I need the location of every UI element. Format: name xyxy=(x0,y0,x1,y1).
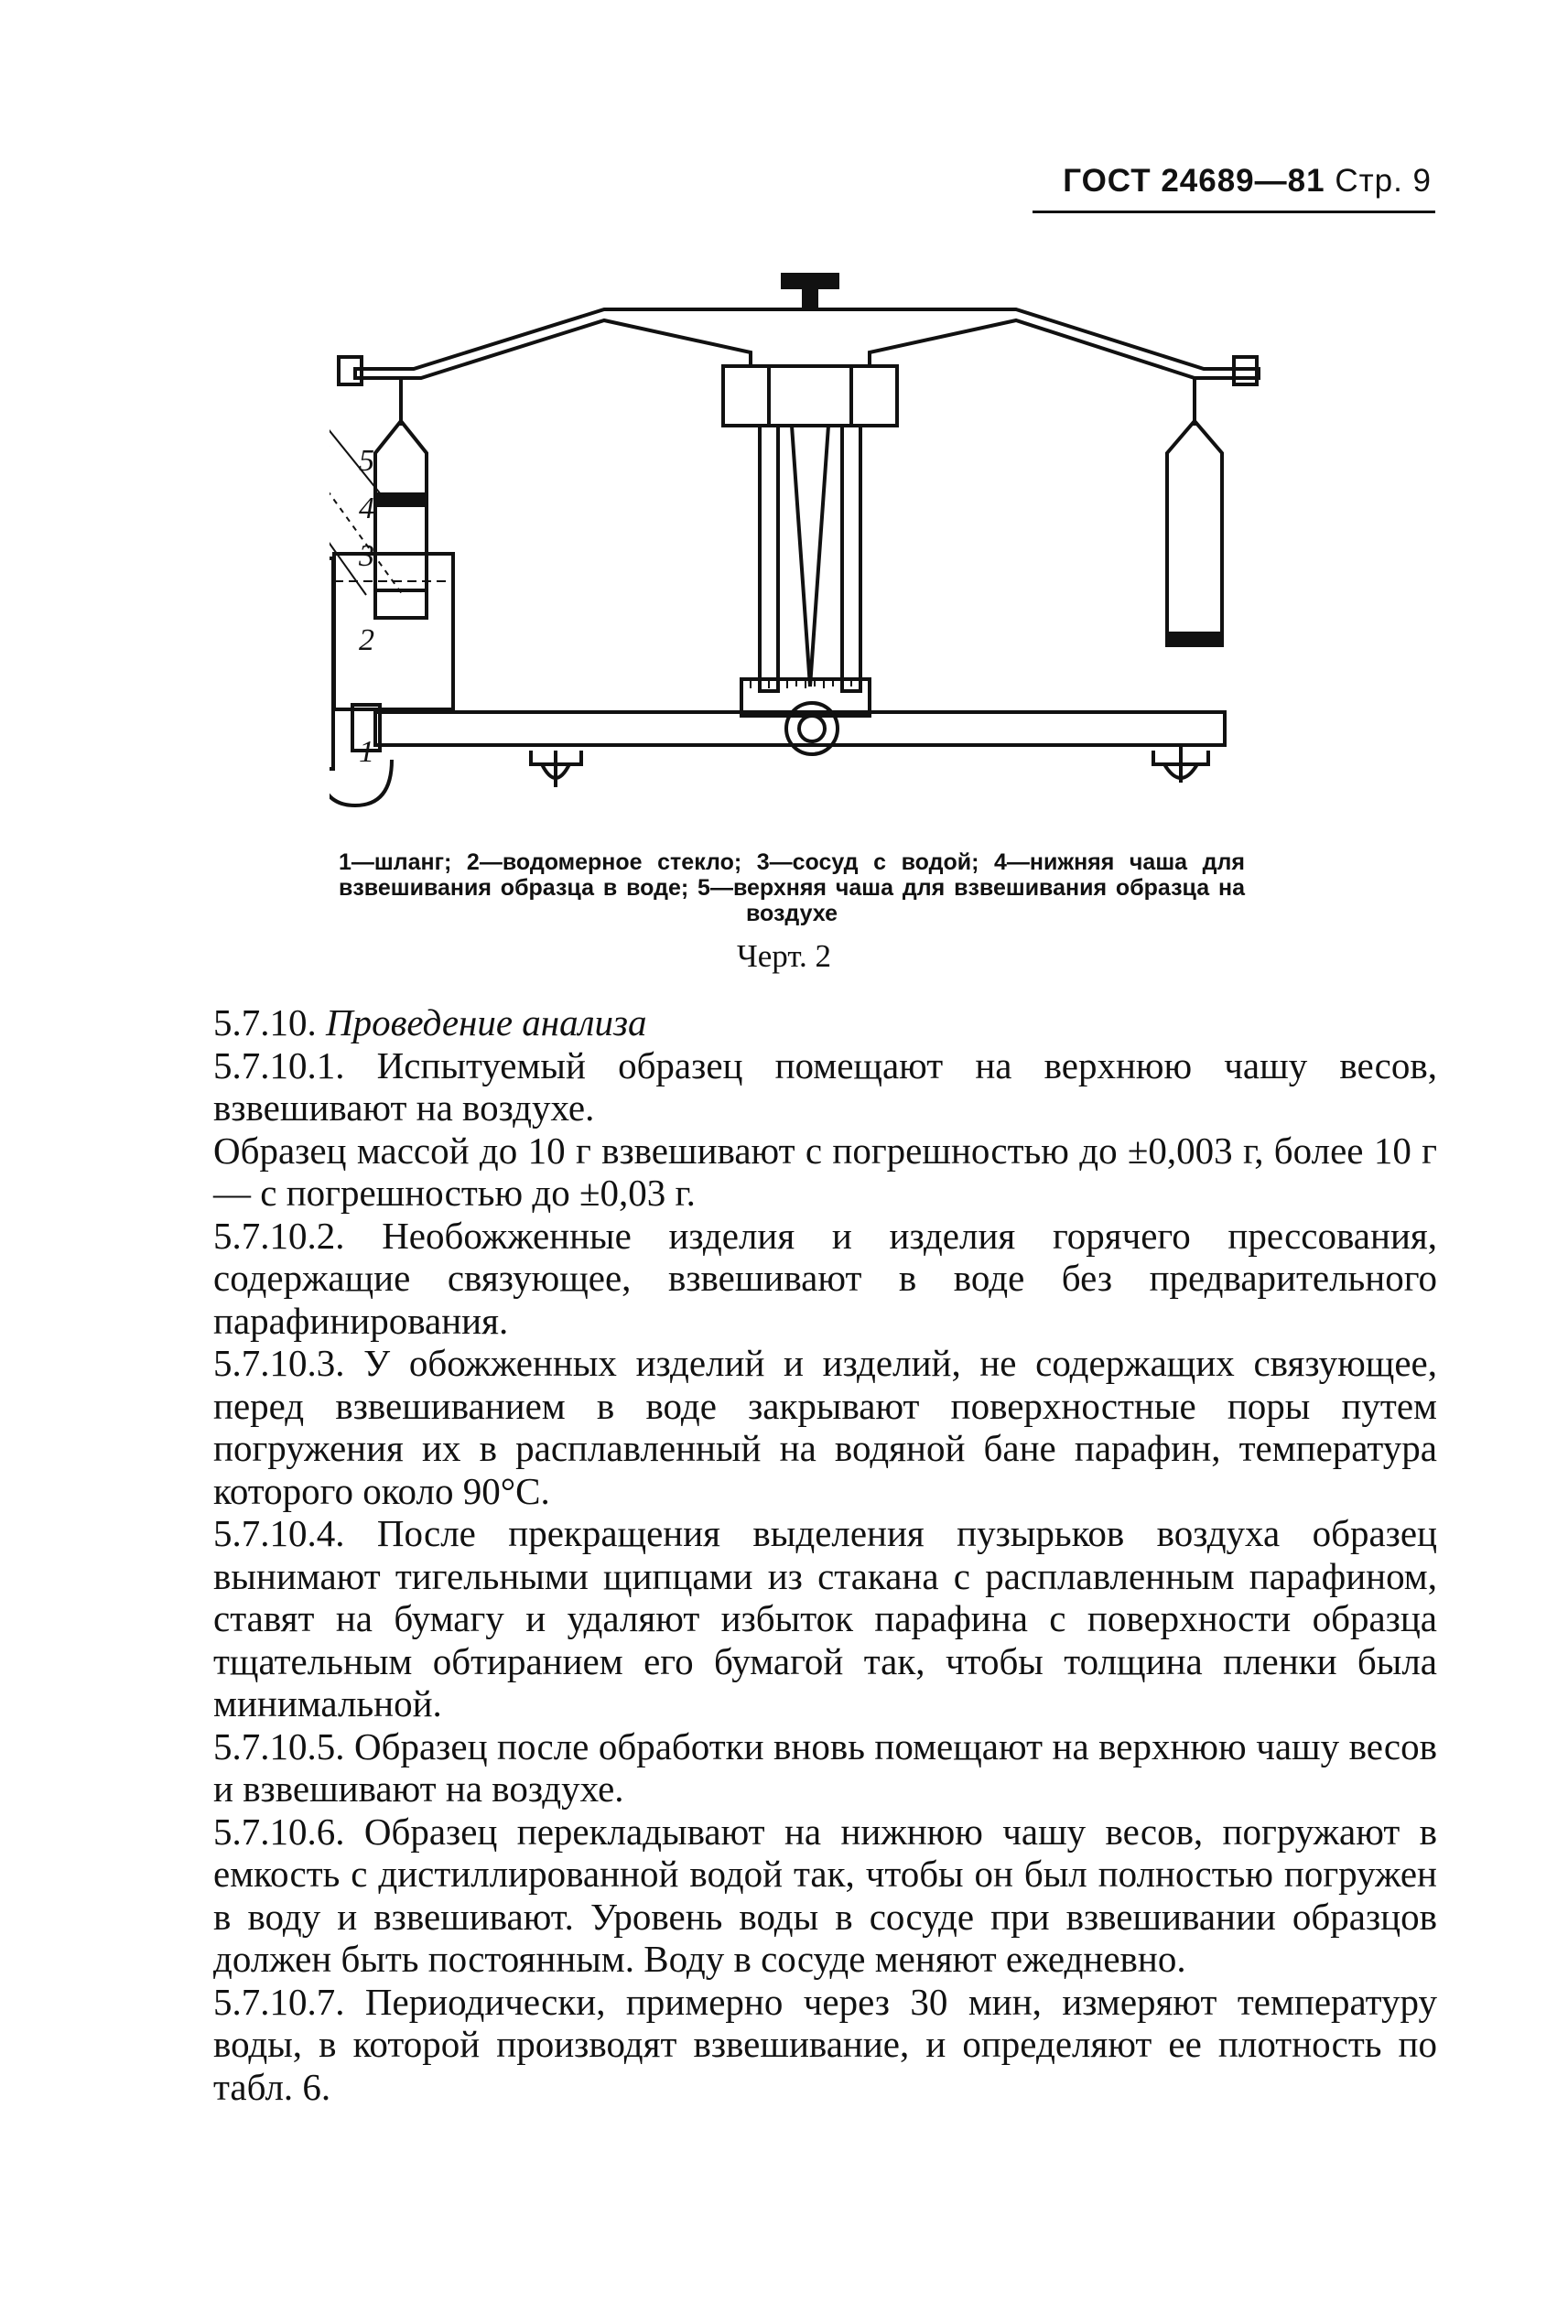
paragraph: 5.7.10.2. Необожженные изделия и изделия горячего прессования, содержащие связующее, взвешивают в воде без предварительного парафинирования. xyxy=(213,1214,1437,1342)
section-number: 5.7.10. xyxy=(213,1001,317,1043)
paragraph: 5.7.10.7. Периодически, примерно через 30 мин, измеряют температуру воды, в которой производят взвешивание, и определяют ее плотность по табл. 6. xyxy=(213,1980,1437,2108)
label-2: 2 xyxy=(359,623,374,657)
paragraph: 5.7.10.1. Испытуемый образец помещают на верхнюю чашу весов, взвешивают на воздухе. xyxy=(213,1043,1437,1129)
paragraph: Образец массой до 10 г взвешивают с погрешностью до ±0,003 г, более 10 г — с погрешностью до ±0,03 г. xyxy=(213,1129,1437,1214)
figure-caption: 1—шланг; 2—водомерное стекло; 3—сосуд с водой; 4—нижняя чаша для взвешивания образца в воде; 5—верхняя чаша для взвешивания образца на воздухе xyxy=(339,849,1245,926)
paragraph: 5.7.10.3. У обожженных изделий и изделий, не содержащих связующее, перед взвешиванием в воде закрывают поверхностные поры путем погружения их в расплавленный на водяной бане парафин, температура которого около 90°С. xyxy=(213,1342,1437,1512)
gost-number: ГОСТ 24689—81 xyxy=(1063,163,1325,199)
label-3: 3 xyxy=(359,539,374,573)
section-body xyxy=(213,1001,1437,2108)
section-title: Проведение анализа xyxy=(326,1001,647,1043)
figure-title: Черт. 2 xyxy=(737,938,831,974)
figure-labels xyxy=(359,438,374,776)
balance-diagram xyxy=(330,265,1263,851)
paragraph: 5.7.10.4. После прекращения выделения пузырьков воздуха образец вынимают тигельными щипцами из стакана с расплавленным парафином, ставят на бумагу и удаляют избыток парафина с поверхности образца тщательным обтиранием его бумагой так, чтобы толщина пленки была минимальной. xyxy=(213,1512,1437,1724)
water-vessel xyxy=(334,554,453,709)
label-4: 4 xyxy=(359,492,374,525)
header-rule xyxy=(1033,211,1435,213)
right-foot xyxy=(1153,746,1208,783)
page-header xyxy=(1063,163,1432,200)
paragraph: 5.7.10.6. Образец перекладывают на нижнюю чашу весов, погружают в емкость с дистиллированной водой так, чтобы он был полностью погружен в воду и взвешивают. Уровень воды в сосуде при взвешивании образцов должен быть постоянным. Воду в сосуде меняют ежедневно. xyxy=(213,1810,1437,1980)
paragraph: 5.7.10.5. Образец после обработки вновь помещают на верхнюю чашу весов и взвешивают на воздухе. xyxy=(213,1724,1437,1810)
label-5: 5 xyxy=(359,444,374,478)
label-1: 1 xyxy=(359,735,374,769)
gauge-glass xyxy=(330,558,333,769)
section-heading xyxy=(213,1001,1437,1044)
left-lower-pan xyxy=(375,505,427,618)
balance-pointer xyxy=(792,426,828,686)
page-number: Стр. 9 xyxy=(1335,163,1432,199)
left-foot xyxy=(531,751,581,787)
right-pan xyxy=(1167,421,1222,645)
